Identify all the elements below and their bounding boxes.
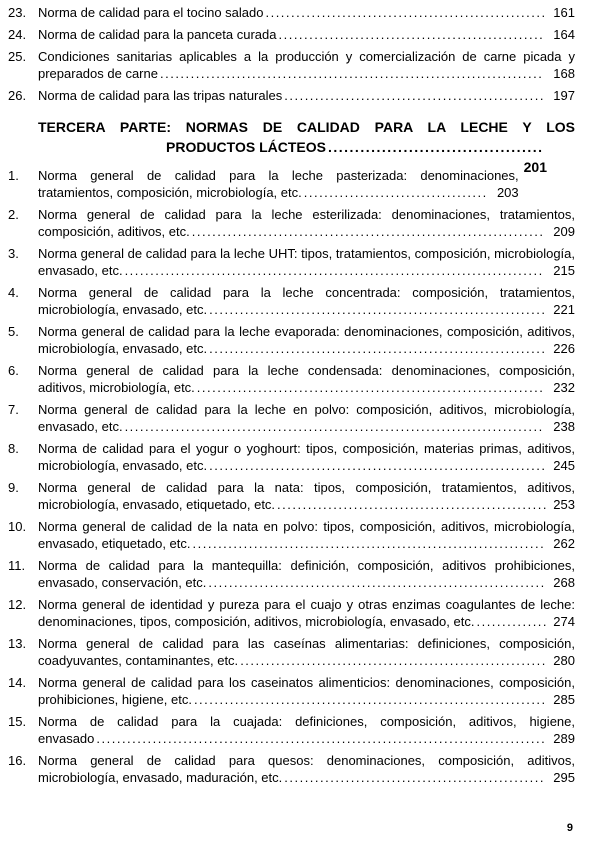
part-heading-line2 (38, 137, 575, 175)
toc-entry (8, 713, 575, 747)
toc-entry (8, 245, 575, 279)
entry-body (38, 557, 575, 591)
entry-page-number: 209 (553, 224, 575, 239)
toc-entry (8, 752, 575, 786)
toc-entry (8, 167, 519, 201)
entry-title: Norma de calidad para el yogur o yoghourt: tipos, composición, materias primas, aditivos, microbiología, envasado, etc. (38, 441, 575, 473)
entry-title: Norma de calidad para el tocino salado (38, 5, 264, 20)
entry-title: Norma de calidad para la panceta curada (38, 27, 277, 42)
toc-list-meat-section (8, 4, 575, 104)
toc-entry (8, 48, 575, 82)
entry-page-number: 203 (496, 185, 519, 200)
entry-page-number: 197 (553, 88, 575, 103)
entry-title: Norma general de calidad para las caseínas alimentarias: definiciones, composición, coadyuvantes, contaminantes, etc. (38, 636, 575, 668)
entry-page-number: 262 (553, 536, 575, 551)
entry-page-number: 285 (553, 692, 575, 707)
entry-number: 2. (8, 207, 19, 222)
entry-body (38, 401, 575, 435)
folio-page-number: 9 (566, 822, 573, 834)
entry-body (38, 323, 575, 357)
entry-number: 4. (8, 285, 19, 300)
entry-number: 6. (8, 363, 19, 378)
entry-page-number: 295 (553, 770, 575, 785)
entry-title: Norma general de calidad de la nata en polvo: tipos, composición, aditivos, microbiología, envasado, etiquetado, etc. (38, 519, 575, 551)
dot-leader: ........................................................................................ (96, 731, 547, 746)
toc-entry (8, 635, 575, 669)
entry-number: 23. (8, 5, 27, 20)
dot-leader: .................................................................... (196, 380, 545, 395)
dot-leader: .................................... (303, 185, 488, 200)
entry-number: 16. (8, 753, 27, 768)
dot-leader: .................................................................. (209, 302, 547, 317)
dot-leader: .................................................................. (209, 458, 547, 473)
dot-leader: ....................................................... (265, 5, 547, 20)
part-heading-line1: TERCERA PARTE: NORMAS DE CALIDAD PARA LA LECHE Y LOS (38, 119, 575, 135)
entry-body (38, 48, 575, 82)
entry-page-number: 289 (553, 731, 575, 746)
toc-entry (8, 284, 575, 318)
dot-leader: ........................................ (327, 139, 544, 155)
toc-entry (8, 4, 575, 21)
entry-title: Norma general de calidad para quesos: denominaciones, composición, aditivos, microbiología, envasado, maduración, etc. (38, 753, 575, 785)
dot-leader: .................................................................................. (124, 263, 544, 278)
toc-entry (8, 479, 575, 513)
dot-leader: ............................................................ (240, 653, 547, 668)
entry-body (38, 752, 575, 786)
toc-entry (8, 596, 575, 630)
entry-body (38, 167, 519, 201)
entry-title: Norma general de calidad para la leche UHT: tipos, tratamientos, composición, microbiología, envasado, etc. (38, 246, 575, 278)
dot-leader: .................................................................................. (124, 419, 544, 434)
entry-page-number: 168 (553, 66, 575, 81)
entry-body (38, 245, 575, 279)
entry-page-number: 253 (553, 497, 575, 512)
entry-title: Norma general de calidad para la leche concentrada: composición, tratamientos, microbiología, envasado, etc. (38, 285, 575, 317)
toc-entry (8, 87, 575, 104)
part-heading (38, 117, 575, 175)
entry-body (38, 362, 575, 396)
entry-title: Norma general de calidad para la leche en polvo: composición, aditivos, microbiología, envasado, etc. (38, 402, 575, 434)
toc-entry (8, 206, 575, 240)
entry-page-number: 164 (553, 27, 575, 42)
entry-title: Norma de calidad para la cuajada: definiciones, composición, aditivos, higiene, envasado (38, 714, 575, 746)
entry-body (38, 26, 575, 43)
part-heading-line2-text: PRODUCTOS LÁCTEOS (166, 139, 326, 155)
entry-body (38, 206, 575, 240)
toc-entry (8, 518, 575, 552)
dot-leader: ................................................... (284, 770, 545, 785)
entry-page-number: 274 (553, 614, 575, 629)
entry-body (38, 674, 575, 708)
entry-title: Norma general de calidad para la nata: tipos, composición, tratamientos, aditivos, microbiología, envasado, etiquetado, etc. (38, 480, 575, 512)
toc-entry (8, 440, 575, 474)
entry-number: 3. (8, 246, 19, 261)
entry-number: 9. (8, 480, 19, 495)
part-page-number: 201 (523, 159, 547, 175)
entry-page-number: 226 (553, 341, 575, 356)
entry-number: 14. (8, 675, 27, 690)
entry-title: Norma general de calidad para la leche pasterizada: denominaciones, tratamientos, composición, microbiología, etc. (38, 168, 519, 200)
dot-leader: ................................................... (284, 88, 545, 103)
entry-body (38, 518, 575, 552)
entry-title: Norma de calidad para las tripas naturales (38, 88, 283, 103)
entry-title: Condiciones sanitarias aplicables a la producción y comercialización de carne picada y preparados de carne (38, 49, 575, 81)
entry-number: 25. (8, 49, 27, 64)
entry-page-number: 232 (553, 380, 575, 395)
entry-title: Norma general de calidad para los caseinatos alimenticios: denominaciones, composición, prohibiciones, higiene, etc. (38, 675, 575, 707)
entry-body (38, 4, 575, 21)
entry-page-number: 280 (553, 653, 575, 668)
dot-leader: ..................................................................... (192, 536, 546, 551)
toc-entry (8, 401, 575, 435)
entry-page-number: 245 (553, 458, 575, 473)
dot-leader: .................................................................. (208, 575, 546, 590)
entry-title: Norma general de calidad para la leche condensada: denominaciones, composición, aditivos, microbiología, etc. (38, 363, 575, 395)
toc-entry (8, 26, 575, 43)
entry-number: 15. (8, 714, 27, 729)
entry-title: Norma general de calidad para la leche evaporada: denominaciones, composición, aditivos, microbiología, envasado, etc. (38, 324, 575, 356)
entry-number: 8. (8, 441, 19, 456)
entry-title: Norma general de calidad para la leche esterilizada: denominaciones, tratamientos, composición, aditivos, etc. (38, 207, 575, 239)
entry-title: Norma de calidad para la mantequilla: definición, composición, aditivos prohibiciones, envasado, conservación, etc. (38, 558, 575, 590)
entry-number: 26. (8, 88, 27, 103)
dot-leader: ..................................................... (277, 497, 548, 512)
toc-entry (8, 362, 575, 396)
toc-entry (8, 557, 575, 591)
entry-body (38, 479, 575, 513)
entry-number: 13. (8, 636, 27, 651)
entry-number: 1. (8, 168, 19, 183)
entry-body (38, 635, 575, 669)
toc-list-dairy-section (8, 167, 575, 786)
entry-page-number: 215 (553, 263, 575, 278)
entry-number: 11. (8, 558, 26, 573)
dot-leader: ........................................................................... (159, 66, 544, 81)
entry-body (38, 284, 575, 318)
dot-leader: .................................................... (278, 27, 545, 42)
entry-number: 7. (8, 402, 19, 417)
entry-page-number: 161 (553, 5, 575, 20)
dot-leader: .............. (476, 614, 549, 629)
entry-number: 5. (8, 324, 19, 339)
entry-number: 24. (8, 27, 27, 42)
entry-body (38, 440, 575, 474)
dot-leader: .................................................................. (209, 341, 547, 356)
dot-leader: ..................................................................... (191, 224, 545, 239)
entry-page-number: 268 (553, 575, 575, 590)
entry-number: 10. (8, 519, 27, 534)
entry-number: 12. (8, 597, 27, 612)
entry-page-number: 238 (553, 419, 575, 434)
entry-body (38, 713, 575, 747)
entry-body (38, 87, 575, 104)
toc-entry (8, 674, 575, 708)
toc-entry (8, 323, 575, 357)
dot-leader: ..................................................................... (193, 692, 547, 707)
entry-page-number: 221 (553, 302, 575, 317)
entry-title: Norma general de identidad y pureza para el cuajo y otras enzimas coagulantes de leche: denominaciones, tipos, composición, aditivos, microbiología, envasado, etc. (38, 597, 575, 629)
entry-body (38, 596, 575, 630)
